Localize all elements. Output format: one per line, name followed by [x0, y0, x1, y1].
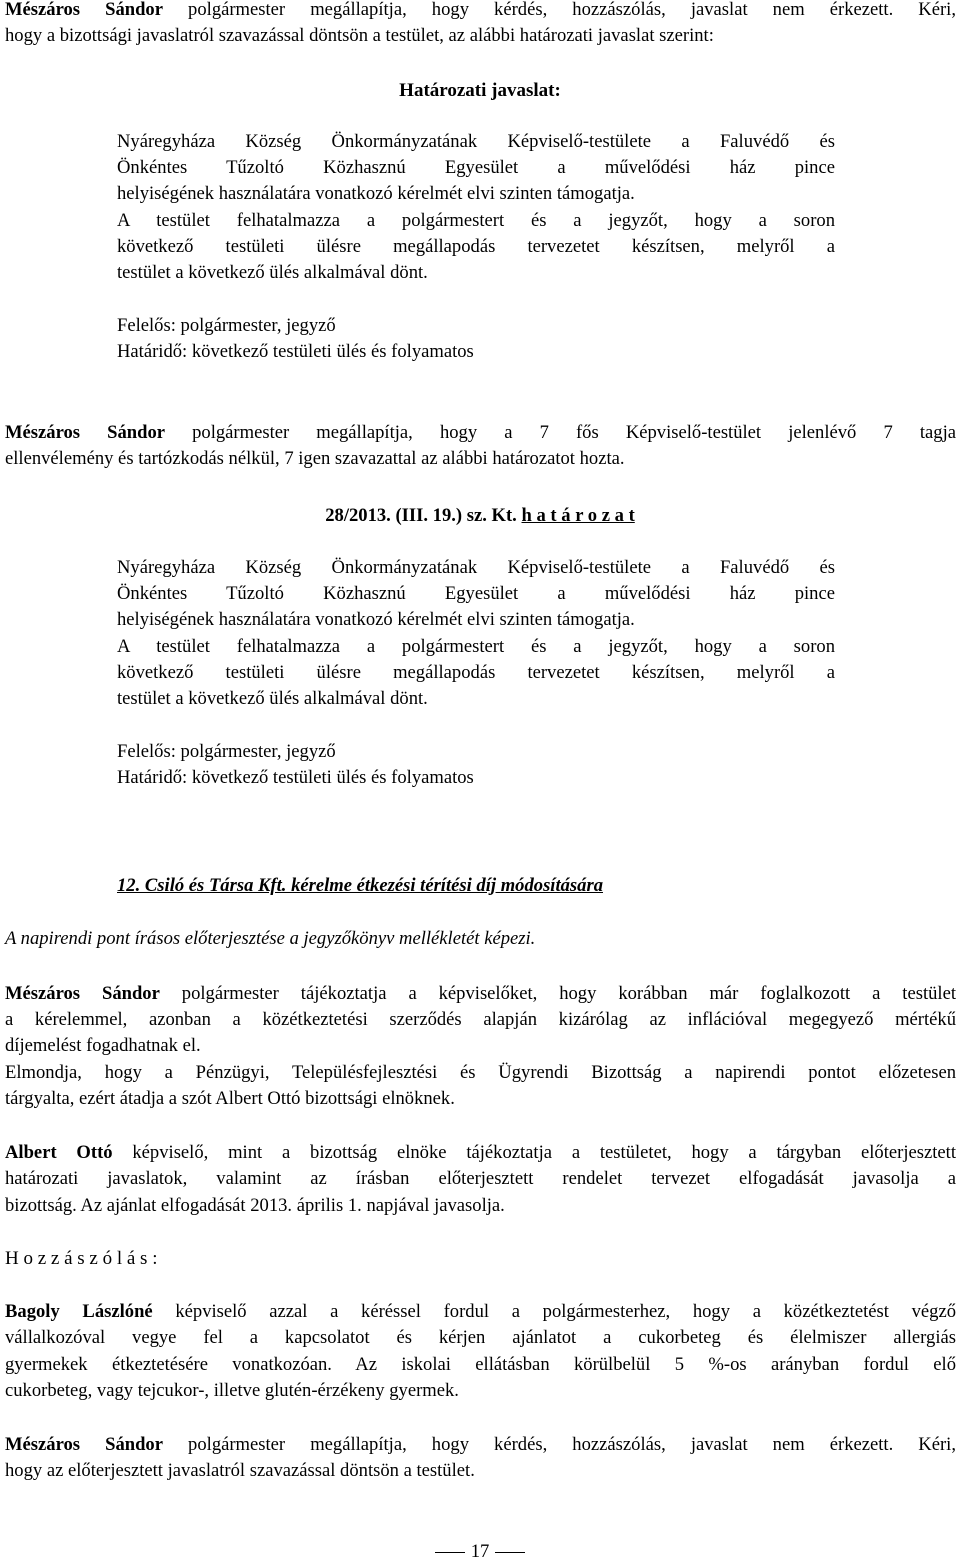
proposal-line: helyiségének használatára vonatkozó kérelmét elvi szinten támogatja.: [117, 183, 635, 204]
paragraph-line: a kérelemmel, azonban a közétkeztetési szerződés alapján kizárólag az inflációval megegyező mértékű: [5, 1009, 956, 1030]
proposal-line: Nyáregyháza Község Önkormányzatának Képviselő-testülete a Faluvédő és: [117, 131, 835, 152]
paragraph-line: [5, 1140, 956, 1166]
text: képviselő azzal a kéréssel fordul a polgármesterhez, hogy a közétkeztetést végző: [152, 1301, 956, 1322]
proposal-line: következő testületi ülésre megállapodás tervezetet készítsen, melyről a: [117, 236, 835, 257]
proposal-responsible: Felelős: polgármester, jegyző: [117, 315, 336, 336]
paragraph-intro-line-1: [5, 0, 956, 23]
proposal-line: A testület felhatalmazza a polgármestert és a jegyzőt, hogy a soron: [117, 210, 835, 231]
vote-line-2: ellenvélemény és tartózkodás nélkül, 7 igen szavazattal az alábbi határozatot hozta.: [5, 448, 625, 469]
page-footer: [0, 1539, 960, 1565]
agenda-item-title: 12. Csiló és Társa Kft. kérelme étkezési térítési díj módosítására: [117, 875, 603, 896]
speaker-name: Mészáros Sándor: [5, 1434, 163, 1455]
proposal-heading: Határozati javaslat:: [399, 80, 561, 101]
paragraph-intro-line-2: hogy a bizottsági javaslatról szavazással döntsön a testület, az alábbi határozati javaslat szerint:: [5, 25, 714, 46]
paragraph-line: bizottság. Az ajánlat elfogadását 2013. április 1. napjával javasolja.: [5, 1195, 505, 1216]
paragraph-line: díjemelést fogadhatnak el.: [5, 1035, 201, 1056]
proposal-deadline: Határidő: következő testületi ülés és folyamatos: [117, 341, 474, 362]
resolution-deadline: Határidő: következő testületi ülés és folyamatos: [117, 767, 474, 788]
speaker-name: Bagoly Lászlóné: [5, 1301, 153, 1322]
paragraph-line: vállalkozóval vegye fel a kapcsolatot és kérjen ajánlatot a cukorbeteg és élelmiszer allergiás: [5, 1327, 956, 1348]
paragraph-line: hogy az előterjesztett javaslatról szavazással döntsön a testület.: [5, 1460, 475, 1481]
text: polgármester megállapítja, hogy a 7 fős Képviselő-testület jelenlévő 7 tagja: [165, 422, 956, 443]
resolution-heading: [0, 503, 960, 529]
resolution-line: helyiségének használatára vonatkozó kérelmét elvi szinten támogatja.: [117, 609, 635, 630]
resolution-line: testület a következő ülés alkalmával dönt.: [117, 688, 428, 709]
text: polgármester megállapítja, hogy kérdés, hozzászólás, javaslat nem érkezett. Kéri,: [162, 1434, 956, 1455]
speaker-name: Albert Ottó: [5, 1142, 113, 1163]
speaker-name: Mészáros Sándor: [5, 983, 160, 1004]
resolution-number: 28/2013. (III. 19.) sz. Kt.: [325, 505, 517, 526]
resolution-line: Önkéntes Tűzoltó Közhasznú Egyesület a művelődési ház pince: [117, 583, 835, 604]
resolution-line: következő testületi ülésre megállapodás tervezetet készítsen, melyről a: [117, 662, 835, 683]
text: polgármester tájékoztatja a képviselőket, hogy korábban már foglalkozott a testület: [159, 983, 956, 1004]
paragraph-line: határozati javaslatok, valamint az írásban előterjesztett rendelet tervezet elfogadását javasolja a: [5, 1168, 956, 1189]
footer-dash-right: [495, 1552, 525, 1553]
speaker-name: Mészáros Sándor: [5, 422, 166, 443]
paragraph-line: cukorbeteg, vagy tejcukor-, illetve glutén-érzékeny gyermek.: [5, 1380, 459, 1401]
paragraph-line: [5, 1432, 956, 1458]
resolution-line: Nyáregyháza Község Önkormányzatának Képviselő-testülete a Faluvédő és: [117, 557, 835, 578]
footer-dash-left: [435, 1552, 465, 1553]
text: polgármester megállapítja, hogy kérdés, hozzászólás, javaslat nem érkezett. Kéri,: [162, 0, 956, 20]
paragraph-line: tárgyalta, ezért átadja a szót Albert Ottó bizottsági elnöknek.: [5, 1088, 455, 1109]
paragraph-line: gyermekek étkeztetésére vonatkozóan. Az iskolai ellátásban körülbelül 5 %-os arányban fordul elő: [5, 1354, 956, 1375]
text: képviselő, mint a bizottság elnöke tájékoztatja a testületet, hogy a tárgyban előterjesztett: [112, 1142, 956, 1163]
vote-line-1: [5, 420, 956, 446]
resolution-responsible: Felelős: polgármester, jegyző: [117, 741, 336, 762]
comments-heading: H o z z á s z ó l á s :: [5, 1248, 158, 1269]
agenda-item-annex-note: A napirendi pont írásos előterjesztése a jegyzőkönyv mellékletét képezi.: [5, 928, 536, 949]
resolution-line: A testület felhatalmazza a polgármestert és a jegyzőt, hogy a soron: [117, 636, 835, 657]
proposal-line: testület a következő ülés alkalmával dönt.: [117, 262, 428, 283]
paragraph-line: [5, 1299, 956, 1325]
page-number: 17: [470, 1541, 490, 1562]
proposal-line: Önkéntes Tűzoltó Közhasznú Egyesület a művelődési ház pince: [117, 157, 835, 178]
speaker-name: Mészáros Sándor: [5, 0, 163, 20]
paragraph-line: Elmondja, hogy a Pénzügyi, Településfejlesztési és Ügyrendi Bizottság a napirendi pontot előzetesen: [5, 1062, 956, 1083]
resolution-title: h a t á r o z a t: [521, 505, 635, 526]
paragraph-line: [5, 981, 956, 1007]
